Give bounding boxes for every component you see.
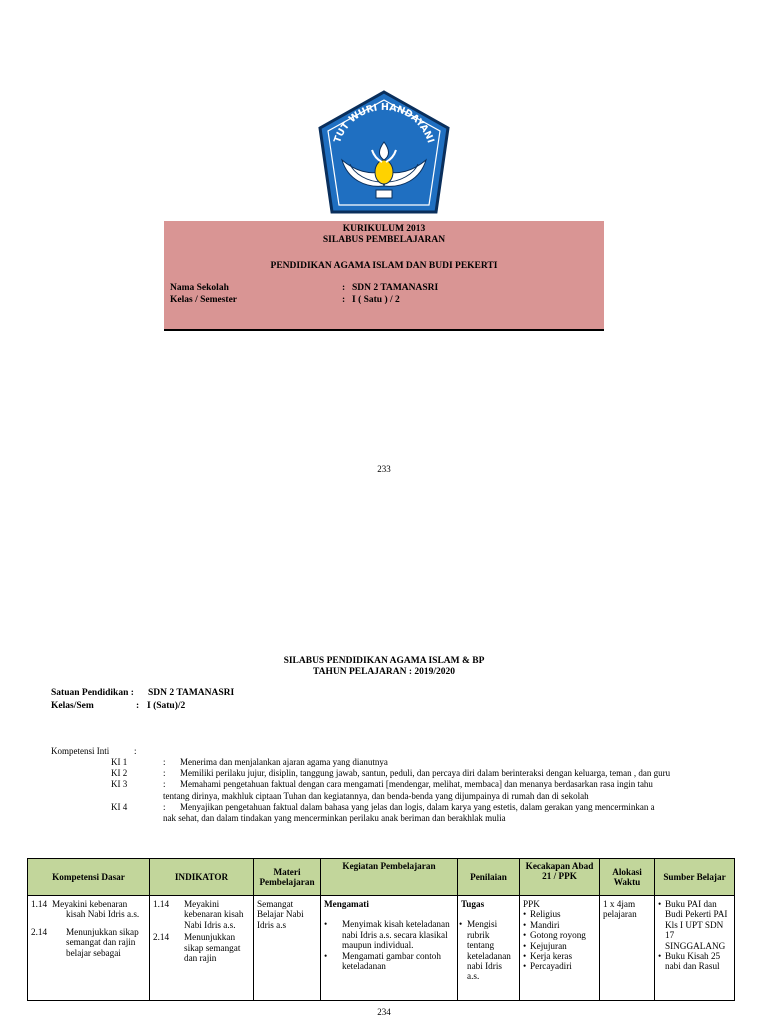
ki-heading-separator: :	[134, 746, 137, 756]
ki-3-text: Memahami pengetahuan faktual dengan cara mengamati [mendengar, melihat, membaca] dan menanya berdasarkan rasa ingin tahu	[180, 779, 653, 789]
syllabus-heading: SILABUS PENDIDIKAN AGAMA ISLAM & BP	[283, 656, 485, 666]
kecakapan-item: • Kerja keras	[523, 951, 596, 961]
ki-2-code: KI 2	[111, 768, 128, 778]
kd-item	[31, 927, 146, 958]
kecakapan-item: • Percayadiri	[523, 961, 596, 971]
ki-4-text: Menyajikan pengetahuan faktual dalam bahasa yang jelas dan logis, dalam karya yang estetis, dalam gerakan yang mencerminkan a	[180, 802, 655, 812]
kd-text: Menunjukkan sikap semangat dan rajin belajar sebagai	[66, 926, 139, 958]
logo-motto: TUT WURI HANDAYANI	[332, 101, 436, 145]
table-row	[28, 896, 735, 1001]
academic-year: TAHUN PELAJARAN : 2019/2020	[312, 667, 456, 677]
ki-3-text-continued: tentang dirinya, makhluk ciptaan Tuhan dan kegiatannya, dan benda-benda yang dijumpainya di rumah dan di sekolah	[163, 791, 589, 801]
ki-4-text-continued: nak sehat, dan dalam tindakan yang mencerminkan perilaku anak beriman dan berakhlak mulia	[163, 813, 506, 823]
class-semester-label: Kelas / Semester	[170, 295, 238, 305]
syllabus-table	[27, 858, 735, 1001]
cell-sumber	[655, 896, 735, 1001]
class-semester-separator: :	[342, 295, 346, 305]
school-name-label: Nama Sekolah	[170, 283, 229, 293]
ki-1-text: Menerima dan menjalankan ajaran agama yang dianutnya	[180, 757, 388, 767]
kd-number: 1.14	[31, 899, 48, 909]
kd-number: 2.14	[31, 926, 48, 937]
kecakapan-item: • Kejujuran	[523, 941, 596, 951]
kecakapan-item: • Mandiri	[523, 920, 596, 930]
kegiatan-item: • Menyimak kisah keteladanan nabi Idris a.s. secara klasikal maupun individual.	[324, 919, 454, 950]
indikator-text: Menunjukkan sikap semangat dan rajin	[184, 932, 241, 964]
class-label: Kelas/Sem	[51, 701, 94, 711]
indikator-text: Meyakini kebenaran kisah Nabi Idris a.s.	[184, 899, 244, 930]
school-name-value: SDN 2 TAMANASRI	[352, 283, 439, 293]
indikator-item	[153, 932, 250, 963]
header-materi: Materi Pembelajaran	[254, 859, 321, 896]
header-kecakapan: Kecakapan Abad 21 / PPK	[520, 859, 600, 896]
penilaian-item: • Mengisi rubrik tentang keteladanan nabi Idris a.s.	[459, 919, 516, 981]
cell-materi: Semangat Belajar Nabi Idris a.s	[254, 896, 321, 1001]
sumber-item: • Buku Kisah 25 nabi dan Rasul	[658, 951, 731, 972]
indikator-number: 1.14	[153, 899, 170, 909]
kecakapan-heading: PPK	[523, 899, 540, 909]
kegiatan-item: • Mengamati gambar contoh keteladanan	[324, 951, 454, 972]
kd-item	[31, 899, 146, 920]
header-sumber: Sumber Belajar	[655, 859, 735, 896]
syllabus-label: SILABUS PEMBELAJARAN	[322, 235, 446, 245]
page-number-1: 233	[377, 464, 391, 474]
penilaian-heading: Tugas	[461, 899, 485, 909]
cover-box	[164, 221, 604, 331]
cell-penilaian	[458, 896, 520, 1001]
kegiatan-heading: Mengamati	[324, 899, 369, 909]
cell-kegiatan	[321, 896, 458, 1001]
class-value: I (Satu)/2	[147, 701, 186, 711]
cell-indikator	[150, 896, 254, 1001]
header-kegiatan: Kegiatan Pembelajaran	[321, 859, 458, 896]
indikator-number: 2.14	[153, 932, 170, 943]
table-header-row	[28, 859, 735, 896]
ki-1-code: KI 1	[111, 757, 128, 767]
school-label: Satuan Pendidikan :	[51, 688, 134, 698]
cell-kompetensi-dasar	[28, 896, 150, 1001]
class-separator: :	[136, 701, 140, 711]
kecakapan-item: • Religius	[523, 909, 596, 919]
indikator-item	[153, 899, 250, 930]
ki-3-separator: :	[163, 779, 166, 789]
tut-wuri-handayani-logo	[316, 90, 452, 220]
ki-1-separator: :	[163, 757, 166, 767]
school-value: SDN 2 TAMANASRI	[148, 688, 235, 698]
cell-alokasi: 1 x 4jam pelajaran	[600, 896, 655, 1001]
page-number-2: 234	[377, 1007, 391, 1017]
ki-4-code: KI 4	[111, 802, 128, 812]
sumber-item: • Buku PAI dan Budi Pekerti PAI Kls I UPT SDN 17 SINGGALANG	[658, 899, 731, 951]
cell-kecakapan	[520, 896, 600, 1001]
school-name-separator: :	[342, 283, 346, 293]
header-alokasi: Alokasi Waktu	[600, 859, 655, 896]
kecakapan-item: • Gotong royong	[523, 930, 596, 940]
ki-2-text: Memiliki perilaku jujur, disiplin, tanggung jawab, santun, peduli, dan percaya diri dalam berinteraksi dengan keluarga, teman , dan guru	[180, 768, 671, 778]
header-penilaian: Penilaian	[458, 859, 520, 896]
kd-text: Meyakini kebenaran kisah Nabi Idris a.s.	[52, 899, 140, 920]
ki-heading: Kompetensi Inti	[51, 746, 110, 756]
subject-title: PENDIDIKAN AGAMA ISLAM DAN BUDI PEKERTI	[270, 261, 498, 271]
header-kompetensi-dasar: Kompetensi Dasar	[28, 859, 150, 896]
ki-2-separator: :	[163, 768, 166, 778]
header-indikator: INDIKATOR	[150, 859, 254, 896]
ki-3-code: KI 3	[111, 779, 128, 789]
curriculum-label: KURIKULUM 2013	[342, 224, 426, 234]
class-semester-value: I ( Satu ) / 2	[352, 295, 400, 305]
ki-4-separator: :	[163, 802, 166, 812]
